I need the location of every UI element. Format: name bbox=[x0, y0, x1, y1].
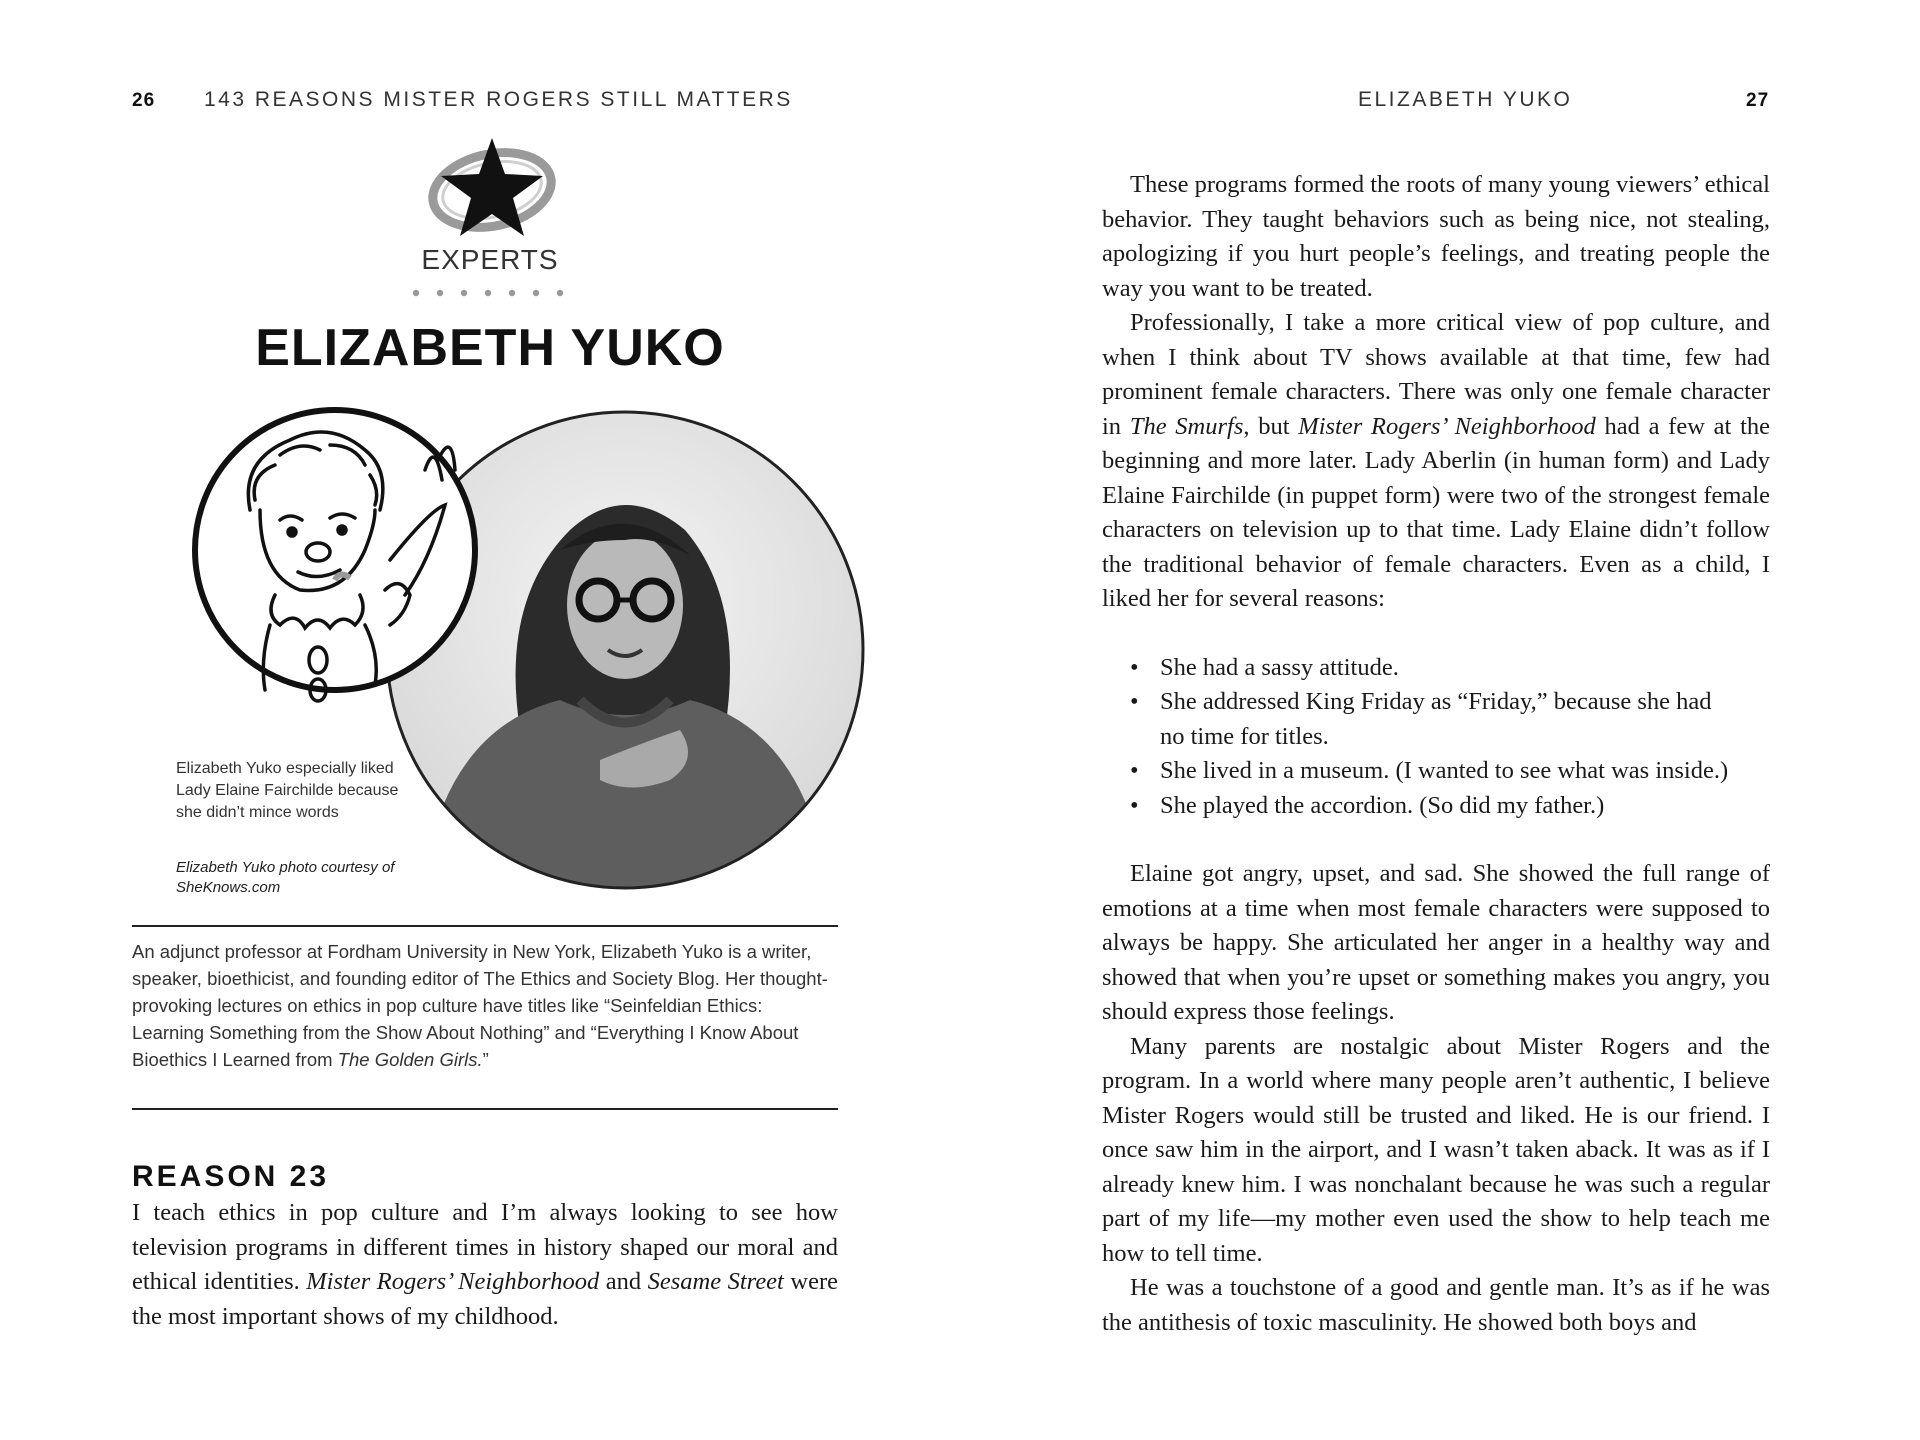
list-item bbox=[1160, 685, 1770, 754]
paragraph-2-text-c: had a few at the beginning and more later. Lady Aberlin (in human form) and Lady Elaine Fairchilde (in puppet form) were two of the strongest female characters on television up to that time. Lady Elaine didn’t follow the traditional behavior of female characters. Even as a child, I liked her for several reasons: bbox=[1102, 412, 1771, 612]
photo-credit: Elizabeth Yuko photo courtesy of SheKnows.com bbox=[176, 859, 395, 896]
bio-text: An adjunct professor at Fordham University in New York, Elizabeth Yuko is a writer, speaker, bioethicist, and founding editor of The Ethics and Society Blog. Her thought-provoking lectures on ethics in pop culture have titles like “Seinfeldian Ethics: Learning Something from the Show About Nothing” and “Everything I Know About Bioethics I Learned from bbox=[132, 941, 828, 1070]
expert-name: ELIZABETH YUKO bbox=[255, 319, 725, 377]
paragraph-2-italic-2: Mister Rogers’ Neighborhood bbox=[1298, 412, 1596, 440]
paragraph-2-text-b: , but bbox=[1243, 412, 1299, 440]
reason-heading: REASON 23 bbox=[132, 1160, 330, 1193]
expert-bio bbox=[132, 938, 838, 1073]
divider-dots bbox=[408, 288, 568, 298]
paragraph-2 bbox=[1102, 306, 1770, 617]
bio-top-rule bbox=[132, 925, 838, 927]
category-label: EXPERTS bbox=[421, 244, 559, 275]
star-icon bbox=[410, 132, 570, 252]
paragraph-1: These programs formed the roots of many young viewers’ ethical behavior. They taught behaviors such as being nice, not stealing, apologizing if you hurt people’s feelings, and treating people the way you want to be treated. bbox=[1102, 171, 1770, 302]
reason-text-1: I teach ethics in pop culture and I’m always looking to see how television programs in different times in history shaped our moral and ethical identities. bbox=[132, 1199, 838, 1295]
bio-end-quote: ” bbox=[482, 1049, 489, 1070]
list-item bbox=[1160, 651, 1770, 686]
bio-bottom-rule bbox=[132, 1108, 838, 1110]
bio-italic-title: The Golden Girls. bbox=[337, 1049, 483, 1070]
list-item-text: • She had a sassy attitude. bbox=[1160, 653, 1399, 681]
reason-italic-2: Sesame Street bbox=[647, 1268, 784, 1295]
expert-illustration bbox=[180, 400, 880, 900]
reasons-list bbox=[1102, 651, 1770, 824]
paragraph-2-italic-1: The Smurfs bbox=[1129, 412, 1244, 440]
right-body-text bbox=[1102, 168, 1770, 1340]
reason-body bbox=[132, 1196, 838, 1334]
list-item-text: • She played the accordion. (So did my father.) bbox=[1160, 791, 1605, 819]
list-item-text: • She addressed King Friday as “Friday,” because she had no time for titles. bbox=[1160, 688, 1712, 750]
paragraph-5: He was a touchstone of a good and gentle man. It’s as if he was the antithesis of toxic masculinity. He showed both boys and bbox=[1102, 1274, 1770, 1336]
page-number-right: 27 bbox=[1746, 90, 1770, 111]
list-item bbox=[1160, 789, 1770, 824]
paragraph-3: Elaine got angry, upset, and sad. She showed the full range of emotions at a time when most female characters were supposed to always be happy. She articulated her anger in a healthy way and showed that when you’re upset or something makes you angry, you should express those feelings. bbox=[1102, 860, 1770, 1025]
paragraph-2-text-a: Professionally, I take a more critical view of pop culture, and when I think about TV shows available at that time, few had prominent female characters. There was only one female character in bbox=[1102, 309, 1770, 440]
reason-italic-1: Mister Rogers’ Neighborhood bbox=[306, 1268, 600, 1295]
list-item-text: • She lived in a museum. (I wanted to see what was inside.) bbox=[1160, 757, 1729, 784]
running-head-left: 143 REASONS MISTER ROGERS STILL MATTERS bbox=[204, 88, 793, 111]
illustration-caption: Elizabeth Yuko especially liked Lady Elaine Fairchilde because she didn’t mince words bbox=[176, 760, 399, 821]
reason-text-2: and bbox=[599, 1268, 648, 1295]
running-head-right: ELIZABETH YUKO bbox=[1358, 88, 1573, 111]
page-number-left: 26 bbox=[132, 90, 156, 111]
paragraph-4: Many parents are nostalgic about Mister Rogers and the program. In a world where many people aren’t authentic, I believe Mister Rogers would still be trusted and liked. He is our friend. I once saw him in the airport, and I wasn’t taken aback. It was as if I already knew him. I was nonchalant because he was such a regular part of my life—my mother even used the show to help teach me how to tell time. bbox=[1102, 1032, 1770, 1267]
right-page bbox=[960, 0, 1920, 1440]
reason-text-3: were the most important shows of my childhood. bbox=[132, 1268, 838, 1330]
list-item bbox=[1160, 754, 1770, 789]
